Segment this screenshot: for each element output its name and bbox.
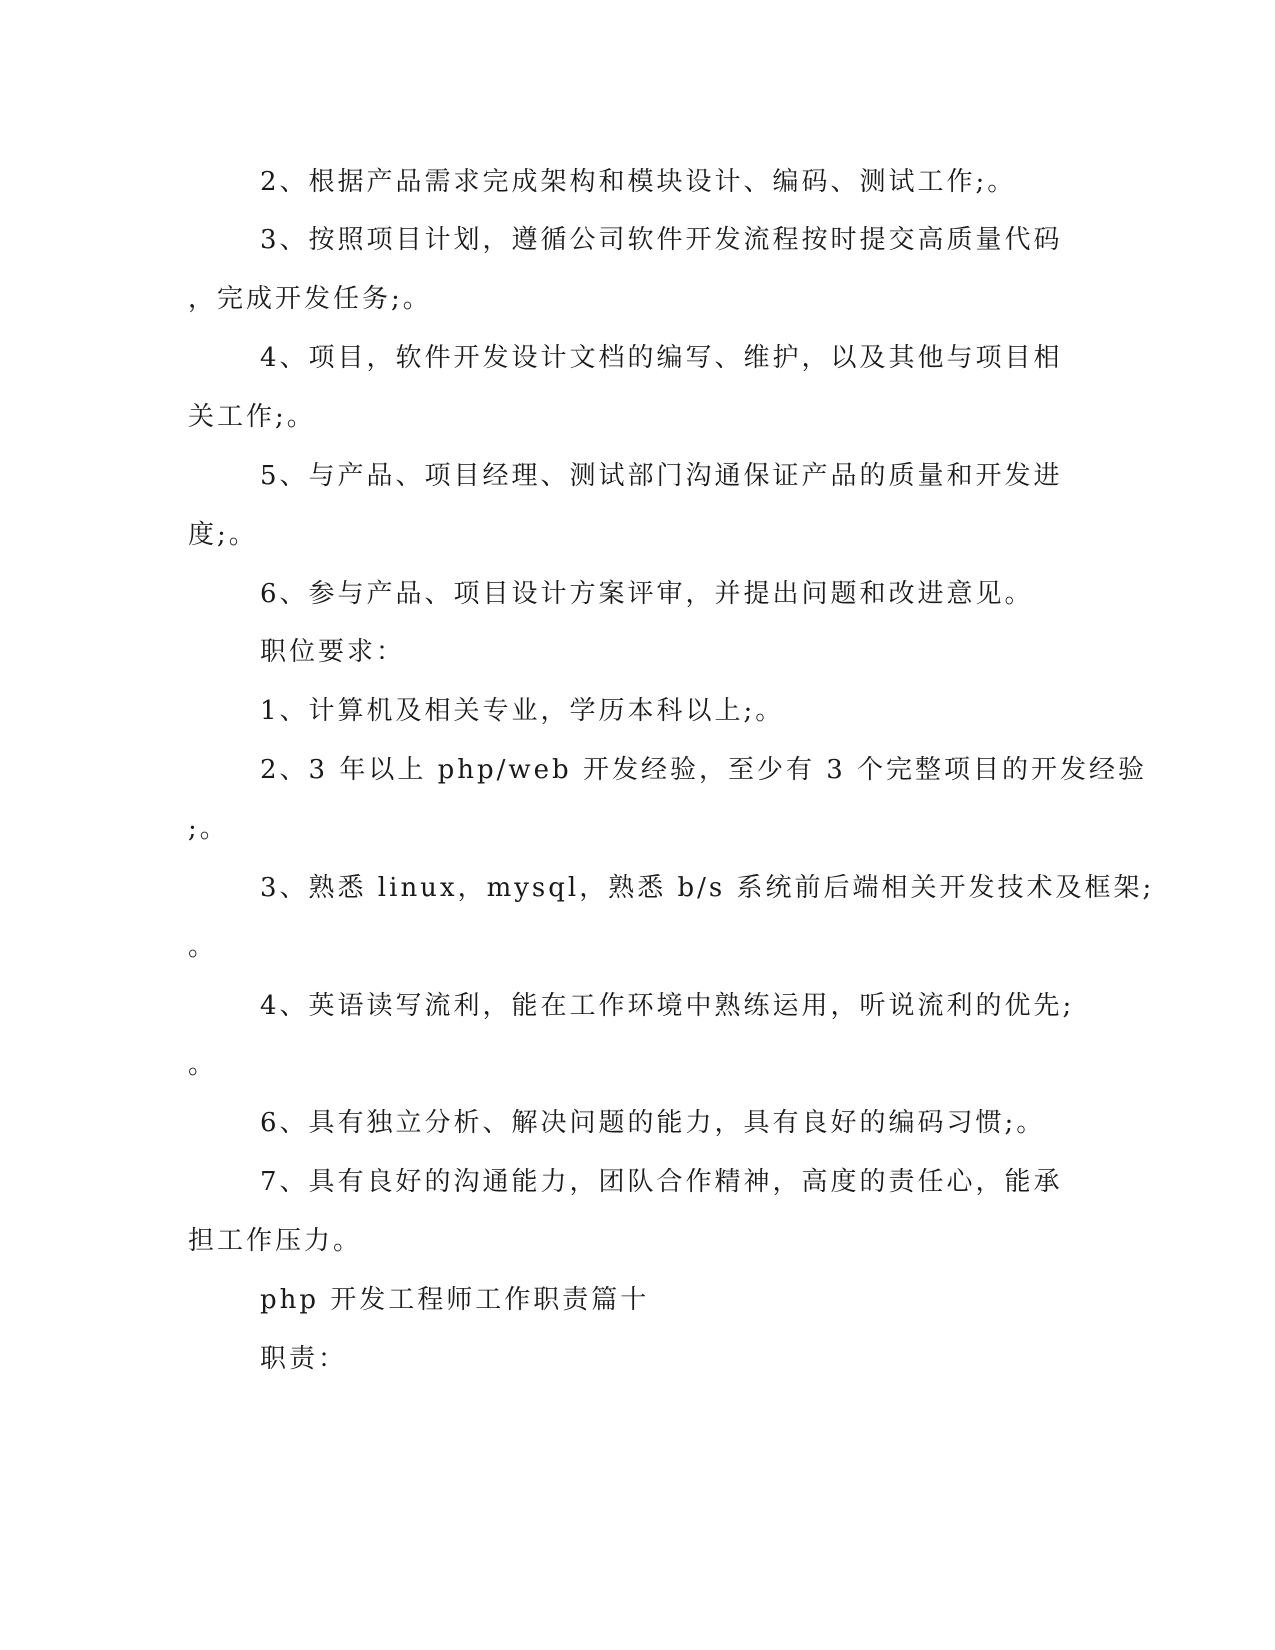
paragraph-line: 2、根据产品需求完成架构和模块设计、编码、测试工作;。 [260,167,1017,197]
paragraph-line: 担工作压力。 [188,1226,363,1256]
paragraph-line: 关工作;。 [188,402,316,432]
paragraph-line: 6、具有独立分析、解决问题的能力，具有良好的编码习惯;。 [260,1108,1046,1138]
section-heading: php 开发工程师工作职责篇十 [260,1285,650,1315]
paragraph-line: 4、英语读写流利，能在工作环境中熟练运用，听说流利的优先; [260,991,1075,1021]
paragraph-line: 7、具有良好的沟通能力，团队合作精神，高度的责任心，能承 [260,1167,1063,1197]
paragraph-line: 。 [188,1050,218,1080]
section-heading: 职位要求： [260,637,406,667]
paragraph-line: ，完成开发任务;。 [188,284,432,314]
paragraph-line: 5、与产品、项目经理、测试部门沟通保证产品的质量和开发进 [260,461,1063,491]
paragraph-line: 1、计算机及相关专业，学历本科以上;。 [260,696,785,726]
paragraph-line: 3、按照项目计划，遵循公司软件开发流程按时提交高质量代码 [260,225,1063,255]
paragraph-line: 4、项目，软件开发设计文档的编写、维护，以及其他与项目相 [260,343,1063,373]
paragraph-line: 6、参与产品、项目设计方案评审，并提出问题和改进意见。 [260,579,1034,609]
paragraph-line: 。 [188,932,218,962]
paragraph-line: 度;。 [188,520,258,550]
paragraph-line: ;。 [188,814,229,844]
paragraph-line: 2、3 年以上 php/web 开发经验，至少有 3 个完整项目的开发经验 [260,755,1148,785]
paragraph-line: 3、熟悉 linux，mysql，熟悉 b/s 系统前后端相关开发技术及框架; [260,873,1155,903]
section-heading: 职责： [260,1344,348,1374]
